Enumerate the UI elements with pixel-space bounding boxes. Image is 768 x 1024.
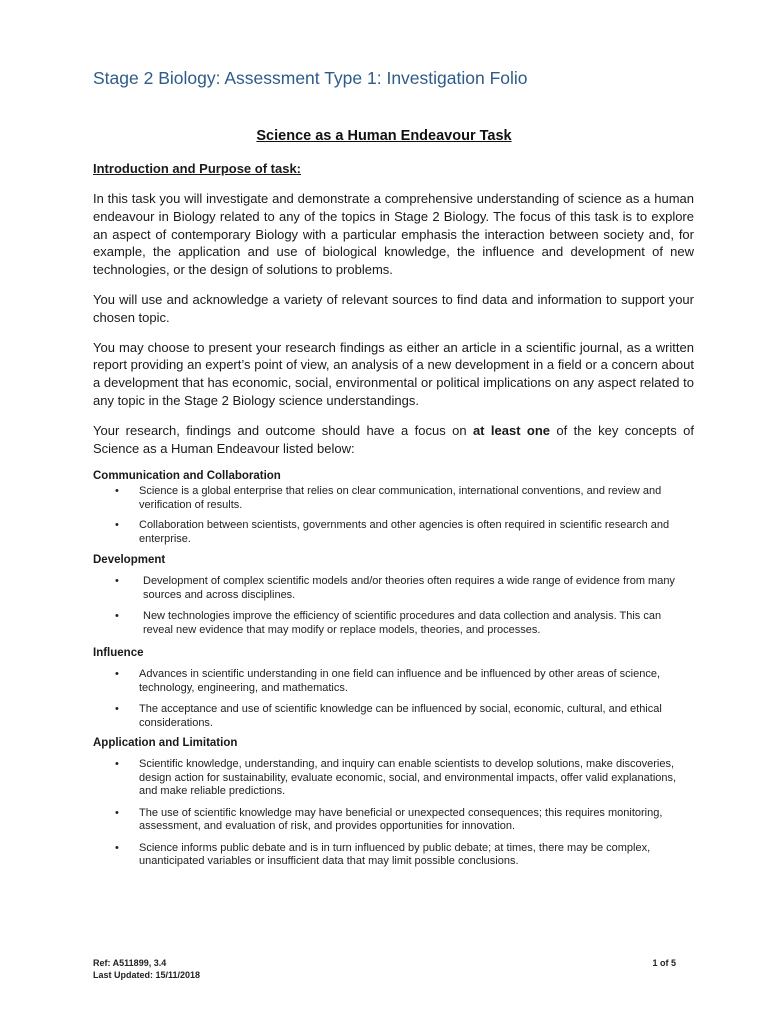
concept-heading-influence: Influence	[93, 647, 144, 660]
footer-ref: Ref: A511899, 3.4	[93, 958, 167, 968]
document-title: Stage 2 Biology: Assessment Type 1: Investigation Folio	[93, 68, 528, 88]
list-item: • Scientific knowledge, understanding, and inquiry can enable scientists to develop solutions, make discoveries, design action for sustainability, evaluate economic, social, and environmental impacts, offer valid explanations, and make reliable predictions.	[93, 758, 694, 799]
footer-updated: Last Updated: 15/11/2018	[93, 970, 201, 980]
concept-list-application	[93, 758, 694, 869]
list-item: • The use of scientific knowledge may have beneficial or unexpected consequences; this requires monitoring, assessment, and evaluation of risk, and provides opportunities for innovation.	[93, 807, 694, 834]
focus-text-before: Your research, findings and outcome should have a focus on	[93, 422, 473, 438]
list-item: • Collaboration between scientists, governments and other agencies is often required in scientific research and enterprise.	[93, 519, 694, 546]
task-heading: Science as a Human Endeavour Task	[256, 128, 512, 144]
list-item: • New technologies improve the efficiency of scientific procedures and data collection and analysis. This can reveal new evidence that may modify or replace models, theories, and processes.	[93, 610, 694, 637]
page-number: 1 of 5	[652, 958, 676, 968]
concept-heading-development: Development	[93, 554, 166, 567]
paragraph-task-overview: In this task you will investigate and demonstrate a comprehensive understanding of science as a human endeavour in Biology related to any of the topics in Stage 2 Biology. The focus of this task is to explore an aspect of contemporary Biology with a particular emphasis the interaction between society and, for example, the application and use of biological knowledge, the influence and development of new technologies, or the design of solutions to problems.	[93, 191, 694, 278]
focus-text-after: of the key concepts of Science as a Human Endeavour listed below:	[93, 422, 694, 456]
concept-list-influence	[93, 668, 694, 730]
list-item: • Development of complex scientific models and/or theories often requires a wide range of evidence from many sources and across disciplines.	[93, 575, 694, 602]
list-item: • Advances in scientific understanding in one field can influence and be influenced by other areas of science, technology, engineering, and mathematics.	[93, 668, 694, 695]
focus-text-emphasis: at least one	[472, 422, 551, 438]
concept-heading-application: Application and Limitation	[93, 737, 238, 750]
intro-heading: Introduction and Purpose of task:	[93, 161, 302, 176]
list-item: • The acceptance and use of scientific knowledge can be influenced by social, economic, cultural, and ethical considerations.	[93, 703, 694, 730]
list-item: • Science informs public debate and is in turn influenced by public debate; at times, there may be complex, unanticipated variables or insufficient data that may limit possible conclusions.	[93, 842, 694, 869]
paragraph-focus	[93, 422, 694, 458]
paragraph-presentation: You may choose to present your research findings as either an article in a scientific journal, as a written report providing an expert’s point of view, an analysis of a new development in a field or a concern about a development that has economic, social, environmental or political implications on any aspect related to any topic in the Stage 2 Biology science understandings.	[93, 339, 694, 408]
concept-list-development	[93, 575, 694, 637]
paragraph-sources: You will use and acknowledge a variety of relevant sources to find data and information to support your chosen topic.	[93, 291, 694, 325]
concept-heading-communication: Communication and Collaboration	[93, 470, 281, 483]
key-concepts	[93, 469, 694, 869]
list-item: • Science is a global enterprise that relies on clear communication, international conventions, and review and verification of results.	[93, 485, 694, 512]
footer-meta	[93, 957, 200, 981]
concept-list-communication	[93, 485, 694, 546]
document-body	[93, 160, 694, 869]
